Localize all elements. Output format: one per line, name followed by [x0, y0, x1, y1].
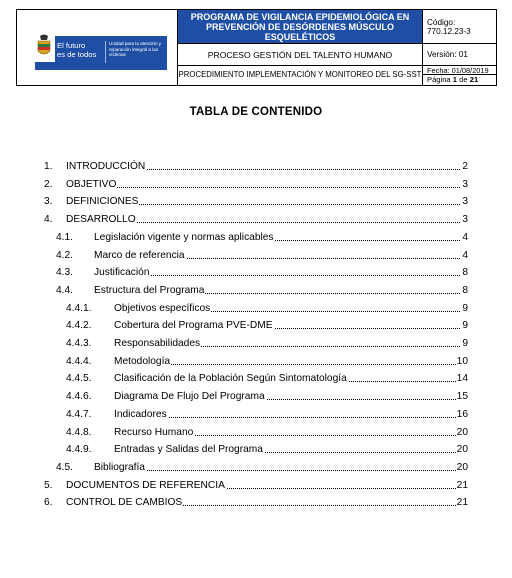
toc-entry[interactable]	[44, 408, 468, 421]
toc-entry-number: 1.	[44, 161, 53, 172]
toc-entry-title: CONTROL DE CAMBIOS	[66, 497, 183, 509]
toc-entry-number: 4.1.	[56, 231, 73, 243]
page-indicator: Página 1 de 21	[427, 75, 479, 84]
toc-entry-title: INTRODUCCIÓN	[66, 161, 146, 172]
toc-entry-number: 4.4.4.	[66, 355, 92, 367]
logo-tagline: Unidad para la atención y reparación integral a las víctimas	[109, 41, 162, 58]
toc-entry-page: 8	[462, 284, 468, 296]
toc-entry-page: 20	[456, 426, 468, 438]
toc-entry-number: 4.2.	[56, 249, 73, 261]
toc-entry[interactable]	[44, 160, 468, 173]
toc-entry-number: 4.5.	[56, 461, 73, 473]
toc-entry-page: 15	[456, 391, 468, 403]
toc-entry-title: Marco de referencia	[94, 249, 185, 261]
logo-line1: El futuro	[57, 41, 86, 50]
toc-entry-title: OBJETIVO	[66, 178, 117, 190]
toc-entry[interactable]	[44, 319, 468, 332]
toc-entry-page: 10	[456, 355, 468, 367]
toc-entry-number: 4.4.1.	[66, 302, 92, 314]
toc-entry-title: Estructura del Programa	[94, 284, 205, 296]
toc-entry[interactable]	[44, 426, 468, 439]
toc-entry-number: 4.4.8.	[66, 426, 92, 438]
toc-entry-page: 16	[456, 408, 468, 420]
toc-entry-page: 3	[462, 178, 468, 190]
program-title: PROGRAMA DE VIGILANCIA EPIDEMIOLÓGICA EN PREVENCIÓN DE DESÓRDENES MÚSCULO ESQUELÉTICOS	[178, 10, 423, 44]
toc-entry[interactable]	[44, 213, 468, 226]
toc-entry-number: 2.	[44, 178, 53, 190]
toc-entry[interactable]	[44, 284, 468, 297]
toc-entry-number: 4.4.6.	[66, 391, 92, 403]
document-version: Versión: 01	[423, 44, 496, 66]
toc-entry-page: 2	[462, 161, 468, 172]
toc-entry[interactable]	[44, 195, 468, 208]
toc-entry-page: 21	[456, 479, 468, 491]
procedure-name: PROCEDIMIENTO IMPLEMENTACIÓN Y MONITOREO DEL SG-SST	[178, 66, 423, 85]
toc-entry[interactable]	[44, 266, 468, 279]
toc-dot-leader	[66, 187, 468, 188]
toc-entry[interactable]	[44, 355, 468, 368]
toc-entry-page: 3	[462, 214, 468, 226]
toc-entry[interactable]	[44, 302, 468, 315]
toc-entry-title: Legislación vigente y normas aplicables	[94, 231, 274, 243]
document-date: Fecha: 01/08/2019	[423, 66, 496, 75]
toc-entry-page: 9	[462, 302, 468, 314]
toc-entry-title: Diagrama De Flujo Del Programa	[114, 391, 265, 403]
toc-entry-title: Objetivos específicos	[114, 302, 211, 314]
toc-entry[interactable]	[44, 461, 468, 474]
toc-entry-title: DESARROLLO	[66, 214, 136, 226]
toc-entry-title: Justificación	[94, 267, 150, 279]
toc-entry[interactable]	[44, 443, 468, 456]
toc-entry-page: 4	[462, 231, 468, 243]
toc-entry-page: 20	[456, 461, 468, 473]
toc-entry-number: 6.	[44, 497, 53, 509]
toc-entry-number: 4.4.	[56, 284, 73, 296]
toc-entry-number: 4.3.	[56, 267, 73, 279]
toc-title: TABLA DE CONTENIDO	[189, 106, 323, 118]
toc-entry[interactable]	[44, 479, 468, 492]
logo-line2: es de todos	[57, 50, 97, 59]
toc-entry-number: 4.4.5.	[66, 373, 92, 385]
toc-entry[interactable]	[44, 496, 468, 509]
toc-entry-number: 4.4.9.	[66, 444, 92, 456]
toc-entry-title: Recurso Humano	[114, 426, 194, 438]
toc-entry-page: 8	[462, 267, 468, 279]
toc-entry[interactable]	[44, 390, 468, 403]
toc-entry[interactable]	[44, 249, 468, 262]
toc-entry-title: DEFINICIONES	[66, 196, 139, 208]
toc-entry-title: Responsabilidades	[114, 338, 201, 349]
process-name: PROCESO GESTIÓN DEL TALENTO HUMANO	[178, 44, 423, 66]
toc-entry-title: DOCUMENTOS DE REFERENCIA	[66, 479, 225, 491]
toc-entry-page: 3	[462, 196, 468, 208]
toc-entry-title: Clasificación de la Población Según Sintomatología	[114, 373, 347, 385]
toc-entry-number: 4.4.2.	[66, 320, 92, 332]
toc-entry[interactable]	[44, 178, 468, 191]
toc-entry-number: 4.4.7.	[66, 408, 92, 420]
document-code: Código: 770.12.23-3	[423, 10, 496, 44]
toc-entry-title: Indicadores	[114, 408, 167, 420]
toc-entry-page: 9	[462, 320, 468, 332]
toc-entry-title: Bibliografía	[94, 461, 145, 473]
toc-entry-title: Cobertura del Programa PVE-DME	[114, 320, 273, 332]
toc-entry[interactable]	[44, 231, 468, 244]
toc-entry-page: 20	[456, 444, 468, 456]
toc-entry-page: 4	[462, 249, 468, 261]
toc-entry-number: 4.	[44, 214, 53, 226]
toc-entry-page: 9	[462, 338, 468, 349]
toc-dot-leader	[94, 470, 468, 471]
toc-entry-title: Entradas y Salidas del Programa	[114, 444, 263, 456]
toc-entry-page: 21	[456, 497, 468, 509]
toc-entry[interactable]	[44, 337, 468, 350]
toc-entry-number: 4.4.3.	[66, 338, 92, 349]
toc-entry-number: 5.	[44, 479, 53, 491]
toc-entry-title: Metodología	[114, 355, 171, 367]
toc-entry-number: 3.	[44, 196, 53, 208]
toc-entry-page: 14	[456, 373, 468, 385]
toc-entry[interactable]	[44, 372, 468, 385]
